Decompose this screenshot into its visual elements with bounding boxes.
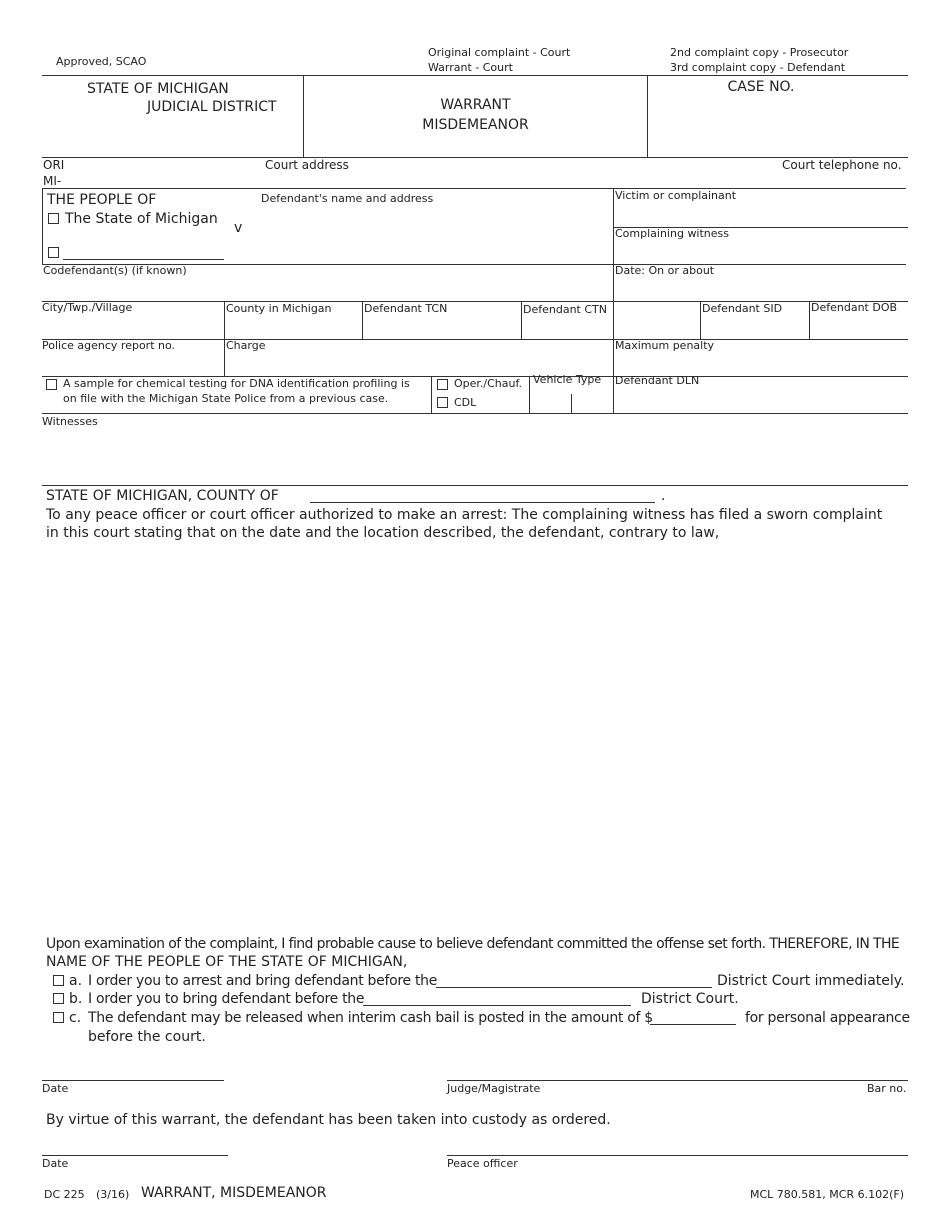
date-custody-field[interactable] (42, 1155, 228, 1156)
order-c-label: c. (69, 1010, 82, 1026)
bar-no-label: Bar no. (867, 1082, 907, 1095)
order-c-end: for personal appearance (745, 1010, 910, 1026)
order-a-text: I order you to arrest and bring defendant before the (88, 973, 438, 989)
body-text-line1: To any peace officer or court officer authorized to make an arrest: The complaining witness has filed a sworn complaint (46, 507, 883, 523)
order-b-text: I order you to bring defendant before the (88, 991, 365, 1007)
cdl-label: CDL (454, 396, 477, 409)
ori-label: ORI (43, 158, 65, 172)
charge-label: Charge (226, 339, 266, 352)
defendant-dob-label: Defendant DOB (811, 301, 898, 314)
distribution-court-2: Warrant - Court (428, 61, 513, 74)
date-label-2: Date (42, 1157, 69, 1170)
order-a-court-field[interactable] (436, 987, 712, 988)
date-on-or-about-label: Date: On or about (615, 264, 715, 277)
form-revision: (3/16) (96, 1188, 130, 1201)
cdl-checkbox[interactable] (437, 397, 448, 408)
county-of-field[interactable] (310, 502, 655, 503)
other-people-checkbox[interactable] (48, 247, 59, 258)
court-phone-label: Court telephone no. (782, 158, 902, 172)
mi-prefix: MI- (43, 174, 62, 188)
distribution-court-1: Original complaint - Court (428, 46, 571, 59)
body-text-line2: in this court stating that on the date and the location described, the defendant, contrary to law, (46, 525, 720, 541)
order-intro-line2: NAME OF THE PEOPLE OF THE STATE OF MICHIGAN, (46, 954, 408, 970)
custody-text: By virtue of this warrant, the defendant has been taken into custody as ordered. (46, 1112, 611, 1128)
peace-officer-label: Peace officer (447, 1157, 518, 1170)
other-people-field[interactable] (63, 259, 224, 260)
people-of-label: THE PEOPLE OF (47, 192, 157, 208)
date-label-1: Date (42, 1082, 69, 1095)
date-signature-field[interactable] (42, 1080, 224, 1081)
court-address-label: Court address (265, 158, 349, 172)
defendant-ctn-label: Defendant CTN (523, 303, 607, 316)
form-title-misdemeanor: MISDEMEANOR (422, 117, 529, 133)
legal-citation: MCL 780.581, MCR 6.102(F) (750, 1188, 904, 1201)
order-b-checkbox[interactable] (53, 993, 64, 1004)
judge-signature-field[interactable] (447, 1080, 908, 1081)
complaining-witness-label: Complaining witness (615, 227, 730, 240)
county-of-label: STATE OF MICHIGAN, COUNTY OF (46, 488, 279, 504)
state-label: STATE OF MICHIGAN (87, 81, 229, 97)
order-b-court-field[interactable] (363, 1005, 631, 1006)
victim-label: Victim or complainant (615, 189, 737, 202)
county-period: . (661, 488, 666, 504)
dna-sample-line1: A sample for chemical testing for DNA identification profiling is (63, 377, 410, 390)
order-intro-line1: Upon examination of the complaint, I find probable cause to believe defendant committed the offense set forth. THEREFORE, IN THE (46, 936, 900, 952)
distribution-copy-2: 3rd complaint copy - Defendant (670, 61, 846, 74)
form-number: DC 225 (44, 1188, 85, 1201)
max-penalty-label: Maximum penalty (615, 339, 715, 352)
versus-label: v (234, 220, 243, 236)
defendant-tcn-label: Defendant TCN (364, 302, 448, 315)
order-a-label: a. (69, 973, 83, 989)
footer-form-title: WARRANT, MISDEMEANOR (141, 1185, 327, 1201)
order-a-checkbox[interactable] (53, 975, 64, 986)
judicial-district-label: JUDICIAL DISTRICT (147, 99, 277, 115)
defendant-name-label: Defendant's name and address (261, 192, 434, 205)
state-of-michigan-checkbox[interactable] (48, 213, 59, 224)
order-c-line2: before the court. (88, 1029, 206, 1045)
order-c-checkbox[interactable] (53, 1012, 64, 1023)
defendant-dln-label: Defendant DLN (615, 374, 700, 387)
form-title-warrant: WARRANT (440, 97, 511, 113)
witnesses-label: Witnesses (42, 415, 98, 428)
vehicle-type-label: Vehicle Type (533, 373, 602, 386)
county-label: County in Michigan (226, 302, 332, 315)
order-b-label: b. (69, 991, 83, 1007)
police-report-label: Police agency report no. (42, 339, 176, 352)
codefendants-label: Codefendant(s) (if known) (43, 264, 187, 277)
peace-officer-signature-field[interactable] (447, 1155, 908, 1156)
distribution-copy-1: 2nd complaint copy - Prosecutor (670, 46, 849, 59)
state-of-michigan-label: The State of Michigan (65, 211, 218, 227)
order-a-end: District Court immediately. (717, 973, 905, 989)
order-b-end: District Court. (641, 991, 739, 1007)
oper-chauf-checkbox[interactable] (437, 379, 448, 390)
defendant-sid-label: Defendant SID (702, 302, 783, 315)
approved-label: Approved, SCAO (56, 55, 147, 68)
judge-magistrate-label: Judge/Magistrate (447, 1082, 541, 1095)
oper-chauf-label: Oper./Chauf. (454, 377, 523, 390)
order-c-text: The defendant may be released when interim cash bail is posted in the amount of $ (88, 1010, 653, 1026)
bail-amount-field[interactable] (650, 1024, 736, 1025)
dna-sample-line2: on file with the Michigan State Police from a previous case. (63, 392, 389, 405)
case-no-label: CASE NO. (727, 79, 795, 95)
city-label: City/Twp./Village (42, 301, 133, 314)
case-no-field[interactable] (700, 100, 880, 150)
dna-sample-checkbox[interactable] (46, 379, 57, 390)
